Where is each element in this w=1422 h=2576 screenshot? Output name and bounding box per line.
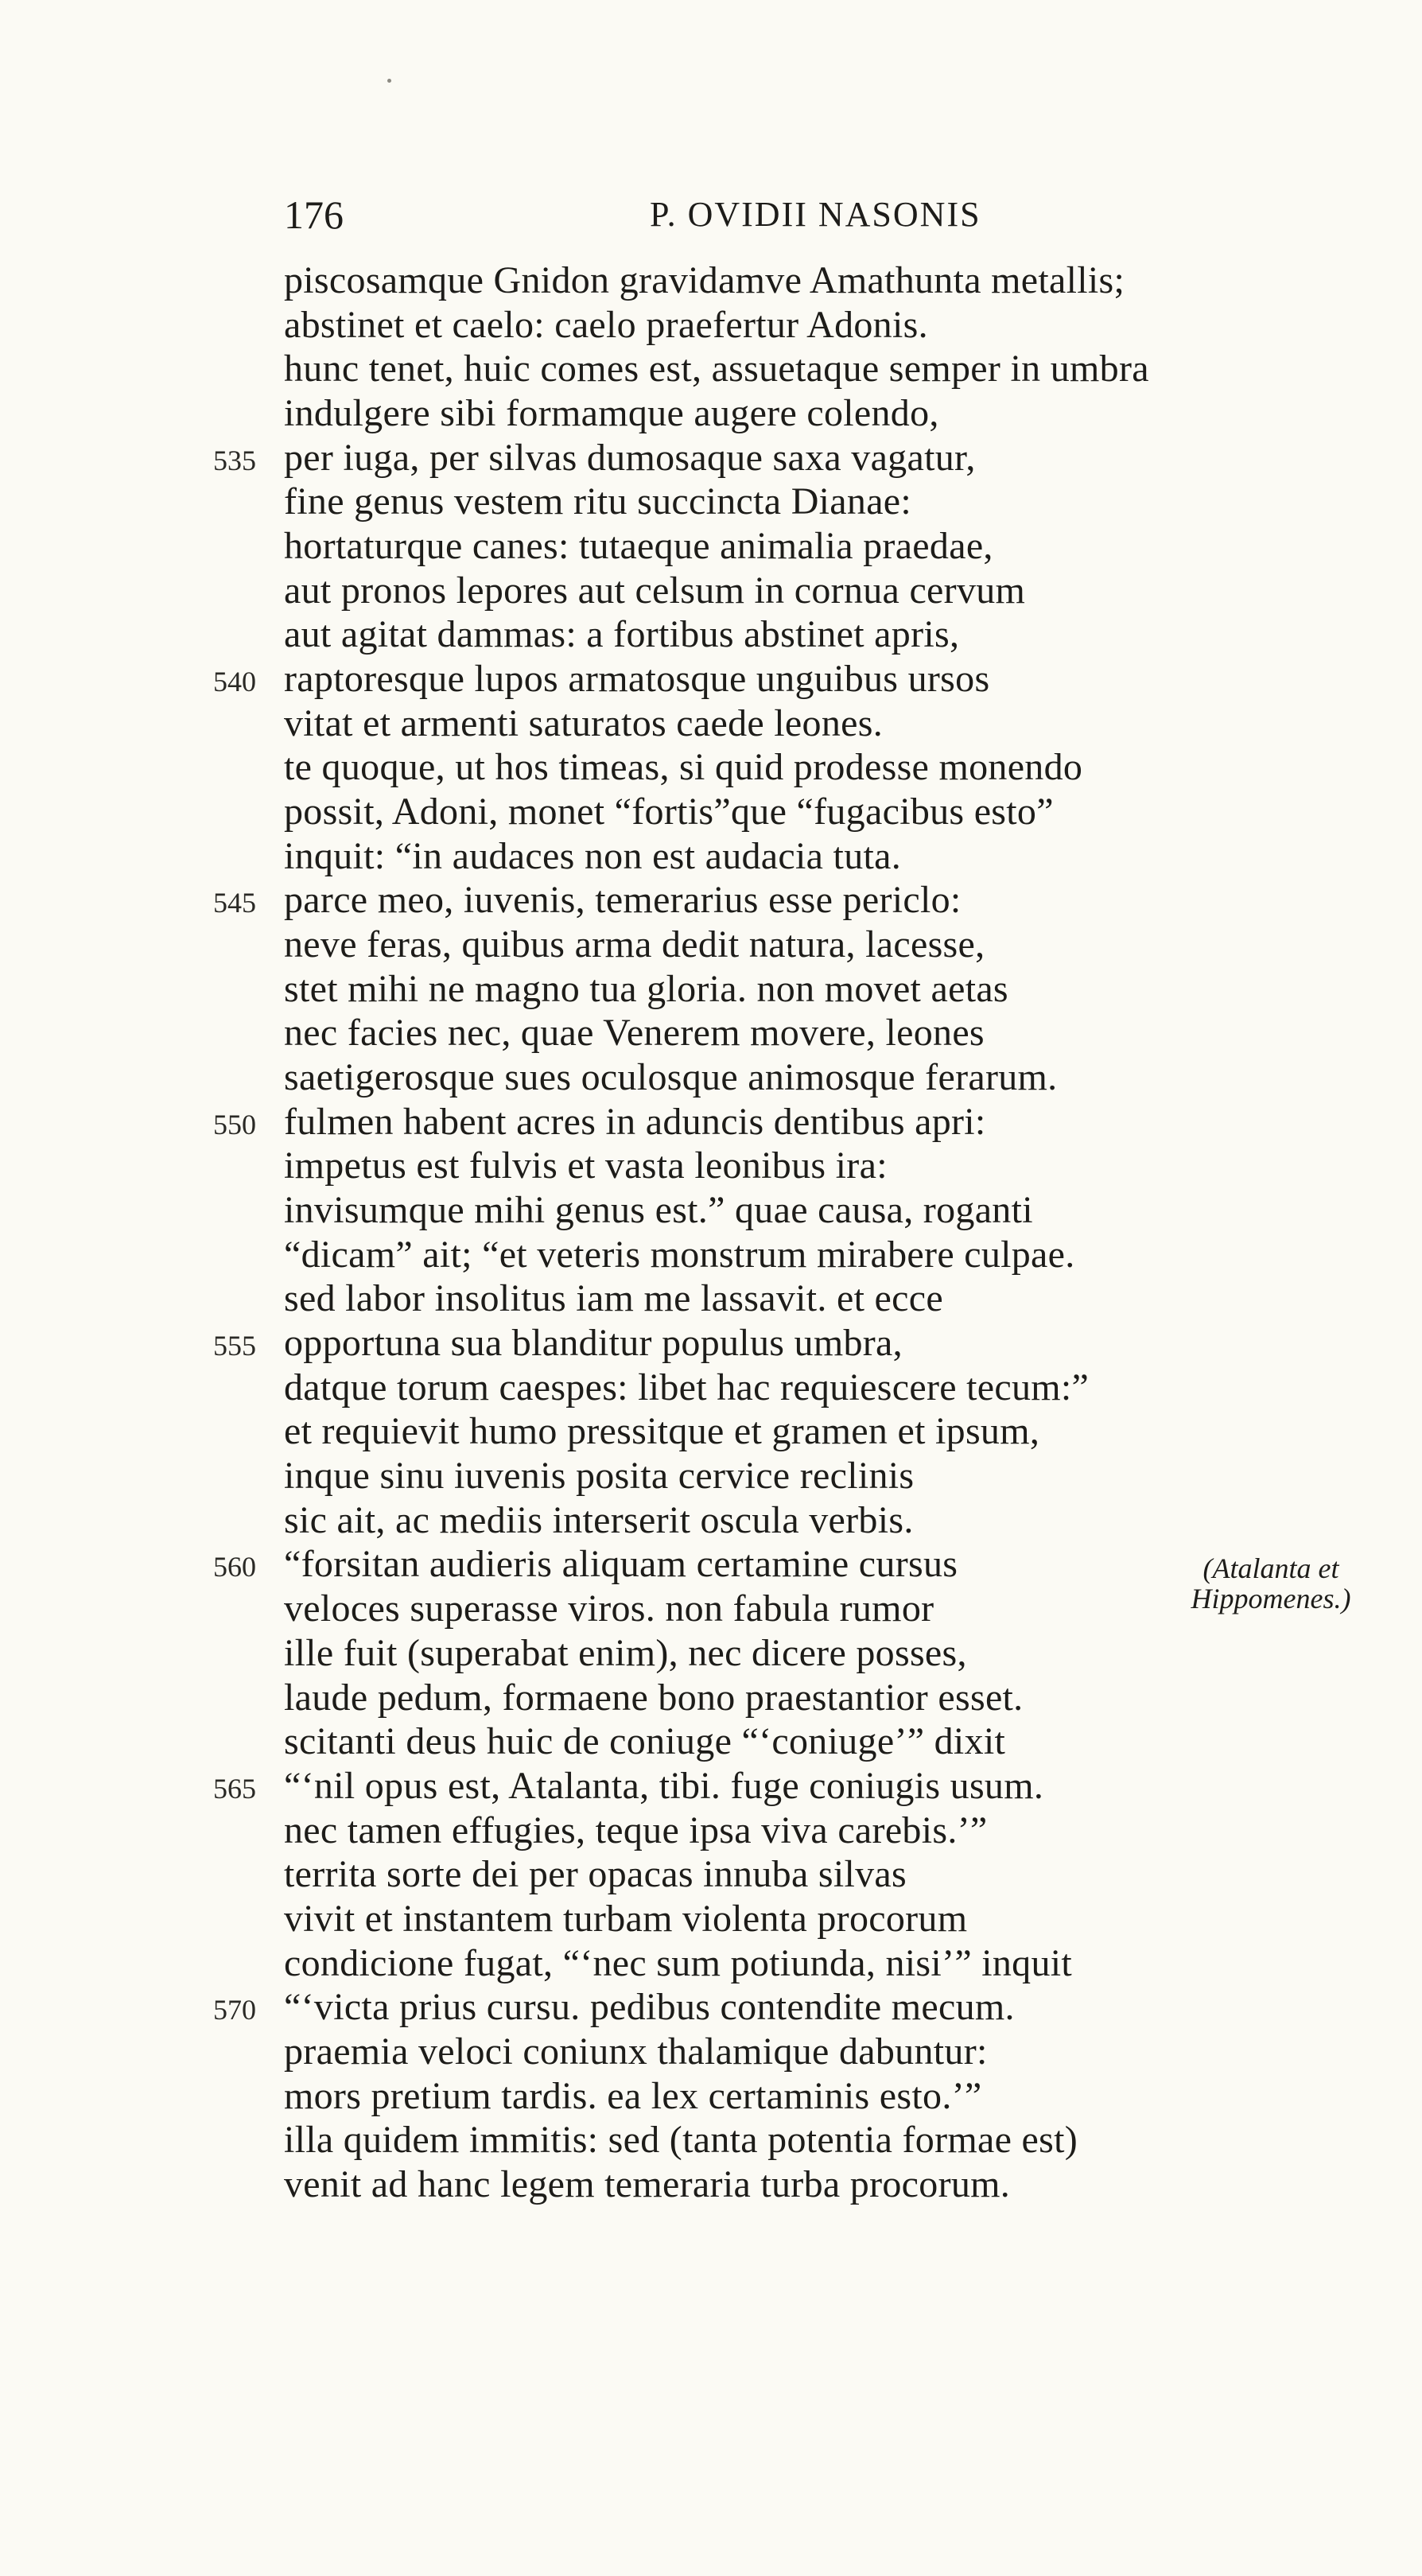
line-text: laude pedum, formaene bono praestantior esset.: [284, 1676, 1024, 1719]
verse-line: [0, 1144, 1422, 1188]
verse-line: [0, 701, 1422, 746]
line-text: venit ad hanc legem temeraria turba procorum.: [284, 2162, 1011, 2205]
line-number: 570: [213, 1994, 256, 2026]
verse-line: [0, 1233, 1422, 1277]
verse-line: [0, 834, 1422, 879]
line-text: sic ait, ac mediis interserit oscula verbis.: [284, 1498, 914, 1541]
line-text: invisumque mihi genus est.” quae causa, roganti: [284, 1189, 1033, 1232]
line-number: 540: [213, 666, 256, 698]
line-text: condicione fugat, “‘nec sum potiunda, nisi’” inquit: [284, 1941, 1073, 1984]
running-title: P. OVIDII NASONIS: [650, 195, 981, 234]
line-text: abstinet et caelo: caelo praefertur Adonis.: [284, 303, 928, 346]
verse-line: [0, 1409, 1422, 1454]
line-number: 550: [213, 1108, 256, 1140]
line-number: 560: [213, 1551, 256, 1583]
verse-line: [0, 1676, 1422, 1720]
verse-line: [0, 1631, 1422, 1676]
verse-block: [0, 258, 1422, 2207]
line-text: possit, Adoni, monet “fortis”que “fugacibus esto”: [284, 791, 1054, 833]
line-number: 535: [213, 444, 256, 476]
verse-line: [0, 2118, 1422, 2162]
line-text: inquit: “in audaces non est audacia tuta.: [284, 834, 902, 877]
line-text: fine genus vestem ritu succincta Dianae:: [284, 480, 912, 523]
verse-line: [0, 1764, 1422, 1809]
verse-line: [0, 2030, 1422, 2074]
verse-line: [0, 1498, 1422, 1543]
verse-line: [0, 436, 1422, 480]
line-text: stet mihi ne magno tua gloria. non movet aetas: [284, 967, 1008, 1010]
line-text: mors pretium tardis. ea lex certaminis esto.’”: [284, 2074, 982, 2117]
verse-line: [0, 1366, 1422, 1410]
line-text: indulgere sibi formamque augere colendo,: [284, 392, 939, 435]
verse-line: [0, 2162, 1422, 2207]
verse-line: [0, 967, 1422, 1012]
line-text: illa quidem immitis: sed (tanta potentia formae est): [284, 2119, 1078, 2162]
verse-line: [0, 1852, 1422, 1897]
verse-line: [0, 657, 1422, 701]
line-text: nec tamen effugies, teque ipsa viva carebis.’”: [284, 1809, 988, 1851]
line-text: neve feras, quibus arma dedit natura, lacesse,: [284, 923, 985, 966]
side-note-line-2: Hippomenes.): [1191, 1583, 1351, 1614]
line-text: “‘victa prius cursu. pedibus contendite mecum.: [284, 1986, 1015, 2029]
verse-line: [0, 391, 1422, 436]
verse-line: [0, 569, 1422, 613]
line-text: hortaturque canes: tutaeque animalia praedae,: [284, 525, 993, 568]
verse-line: [0, 480, 1422, 524]
page-header: [284, 191, 1159, 239]
line-text: impetus est fulvis et vasta leonibus ira:: [284, 1144, 888, 1187]
verse-line: [0, 303, 1422, 348]
line-text: parce meo, iuvenis, temerarius esse periclo:: [284, 879, 962, 922]
verse-line: [0, 1985, 1422, 2030]
line-text: vivit et instantem turbam violenta procorum: [284, 1897, 968, 1940]
line-text: scitanti deus huic de coniuge “‘coniuge’” dixit: [284, 1720, 1006, 1763]
line-number: 545: [213, 887, 256, 919]
verse-line: [0, 745, 1422, 790]
line-text: praemia veloci coniunx thalamique dabuntur:: [284, 2030, 988, 2073]
line-text: “dicam” ait; “et veteris monstrum mirabere culpae.: [284, 1233, 1075, 1276]
verse-line: [0, 790, 1422, 834]
paper-speck: [387, 79, 391, 83]
verse-line: [0, 347, 1422, 391]
line-number: 565: [213, 1772, 256, 1805]
verse-line: [0, 1011, 1422, 1055]
verse-line: [0, 1276, 1422, 1321]
verse-line: [0, 1100, 1422, 1144]
line-text: piscosamque Gnidon gravidamve Amathunta metallis;: [284, 259, 1125, 301]
page-number: 176: [284, 192, 344, 237]
verse-line: [0, 1454, 1422, 1498]
verse-line: [0, 258, 1422, 303]
line-text: inque sinu iuvenis posita cervice reclinis: [284, 1455, 915, 1498]
verse-line: [0, 1321, 1422, 1366]
verse-line: [0, 1897, 1422, 1941]
line-text: datque torum caespes: libet hac requiescere tecum:”: [284, 1366, 1090, 1408]
line-text: veloces superasse viros. non fabula rumor: [284, 1587, 934, 1630]
line-text: ille fuit (superabat enim), nec dicere posses,: [284, 1631, 967, 1674]
line-number: 555: [213, 1330, 256, 1362]
line-text: hunc tenet, huic comes est, assuetaque semper in umbra: [284, 348, 1149, 390]
verse-line: [0, 1809, 1422, 1853]
verse-line: [0, 923, 1422, 967]
verse-line: [0, 2074, 1422, 2119]
line-text: territa sorte dei per opacas innuba silvas: [284, 1853, 907, 1896]
line-text: opportuna sua blanditur populus umbra,: [284, 1322, 903, 1365]
verse-line: [0, 1055, 1422, 1100]
line-text: “‘nil opus est, Atalanta, tibi. fuge coniugis usum.: [284, 1764, 1044, 1807]
line-text: per iuga, per silvas dumosaque saxa vagatur,: [284, 436, 976, 479]
line-text: saetigerosque sues oculosque animosque ferarum.: [284, 1056, 1058, 1099]
verse-line: [0, 1941, 1422, 1986]
verse-line: [0, 878, 1422, 923]
line-text: et requievit humo pressitque et gramen et ipsum,: [284, 1410, 1040, 1453]
verse-line: [0, 1719, 1422, 1764]
line-text: “forsitan audieris aliquam certamine cursus: [284, 1543, 958, 1586]
verse-line: [0, 524, 1422, 569]
side-note: [1160, 1553, 1382, 1614]
verse-line: [0, 1188, 1422, 1233]
line-text: vitat et armenti saturatos caede leones.: [284, 701, 884, 744]
line-text: raptoresque lupos armatosque unguibus ursos: [284, 658, 990, 701]
line-text: aut pronos lepores aut celsum in cornua cervum: [284, 569, 1026, 612]
line-text: nec facies nec, quae Venerem movere, leones: [284, 1012, 985, 1055]
verse-line: [0, 612, 1422, 657]
line-text: fulmen habent acres in aduncis dentibus apri:: [284, 1100, 986, 1143]
line-text: aut agitat dammas: a fortibus abstinet apris,: [284, 613, 960, 656]
line-text: sed labor insolitus iam me lassavit. et ecce: [284, 1277, 943, 1320]
side-note-line-1: (Atalanta et: [1202, 1552, 1339, 1584]
line-text: te quoque, ut hos timeas, si quid prodesse monendo: [284, 746, 1083, 789]
